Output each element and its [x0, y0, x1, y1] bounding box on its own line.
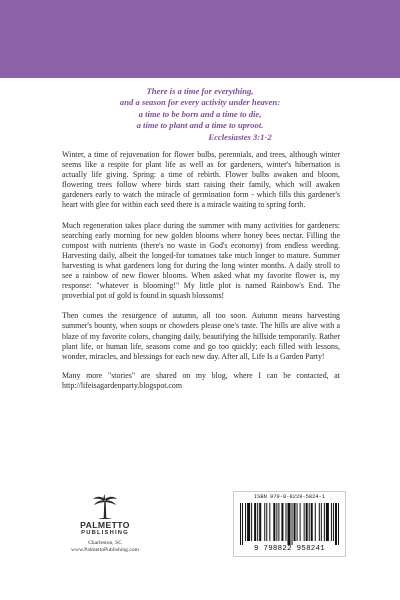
isbn-barcode: [233, 491, 346, 557]
paragraph-autumn: Then comes the resurgence of autumn, all too soon. Autumn means harvesting summer's bounty, when soups or chowders please one's taste. The hills are alive with a blaze of my favorite colors, changing daily, beautifying the hillside temporarily. Rather plant life, or human life, seasons come and go too quickly; each filled with lessons, wonder, miracles, and blessings for each new day. After all, Life Is a Garden Party!: [62, 311, 340, 361]
publisher-imprint: [66, 494, 144, 576]
back-cover-text: [62, 150, 340, 400]
epigraph-quote: [0, 86, 400, 143]
publisher-name: PALMETTO: [80, 520, 130, 530]
quote-line: a time to plant and a time to uproot.: [136, 120, 264, 131]
paragraph-winter-spring: Winter, a time of rejuvenation for flower bulbs, perennials, and trees, although winter seems like a respite for plant life as well as for gardeners, winter's hibernation is actually life giving. Spring: a time of rebirth. Flower bulbs awaken and bloom, flowering trees follow where birds start raising their family, which will awaken gardeners early to watch the miracle of germination form - which fills this gardener's heart with glee for within each seed there is a miracle waiting to spring forth.: [62, 150, 340, 210]
barcode-bars: [240, 503, 339, 545]
quote-line: There is a time for everything,: [146, 86, 254, 96]
publisher-tagline: PUBLISHING: [81, 530, 129, 536]
publisher-url: www.PalmettoPublishing.com: [70, 547, 139, 553]
quote-reference: Ecclesiastes 3:1-2: [208, 131, 272, 142]
palmetto-tree-icon: [90, 494, 120, 520]
isbn-label: ISBN 979-8-8229-5824-1: [253, 494, 326, 500]
paragraph-summer: Much regeneration takes place during the summer with many activities for gardeners: searching early morning for new golden blooms where honey bees nectar. Filling the compost with nutrients (there's no waste in God's economy) from endless weeding. Harvesting daily, albeit the longed-for tomatoes take much longer to mature. Summer harvesting is what gardeners long for during the long winter months. A daily stroll to see a rainbow of new flower blooms. When asked what my favorite flower is, my response: "whatever is blooming!" My little plot is named Rainbow's End. The proverbial pot of gold is found in squash blossoms!: [62, 220, 340, 301]
isbn-number: 9 798822 958241: [253, 545, 326, 553]
cover-top-band: [0, 0, 400, 78]
publisher-city: Charleston, SC: [88, 540, 122, 546]
paragraph-blog: Many more "stories" are shared on my blog, where I can be contacted, at http://lifeisagardenparty.blogspot.com: [62, 370, 340, 390]
quote-line: and a season for every activity under heaven:: [119, 97, 281, 108]
quote-line: a time to be born and a time to die,: [138, 108, 262, 119]
